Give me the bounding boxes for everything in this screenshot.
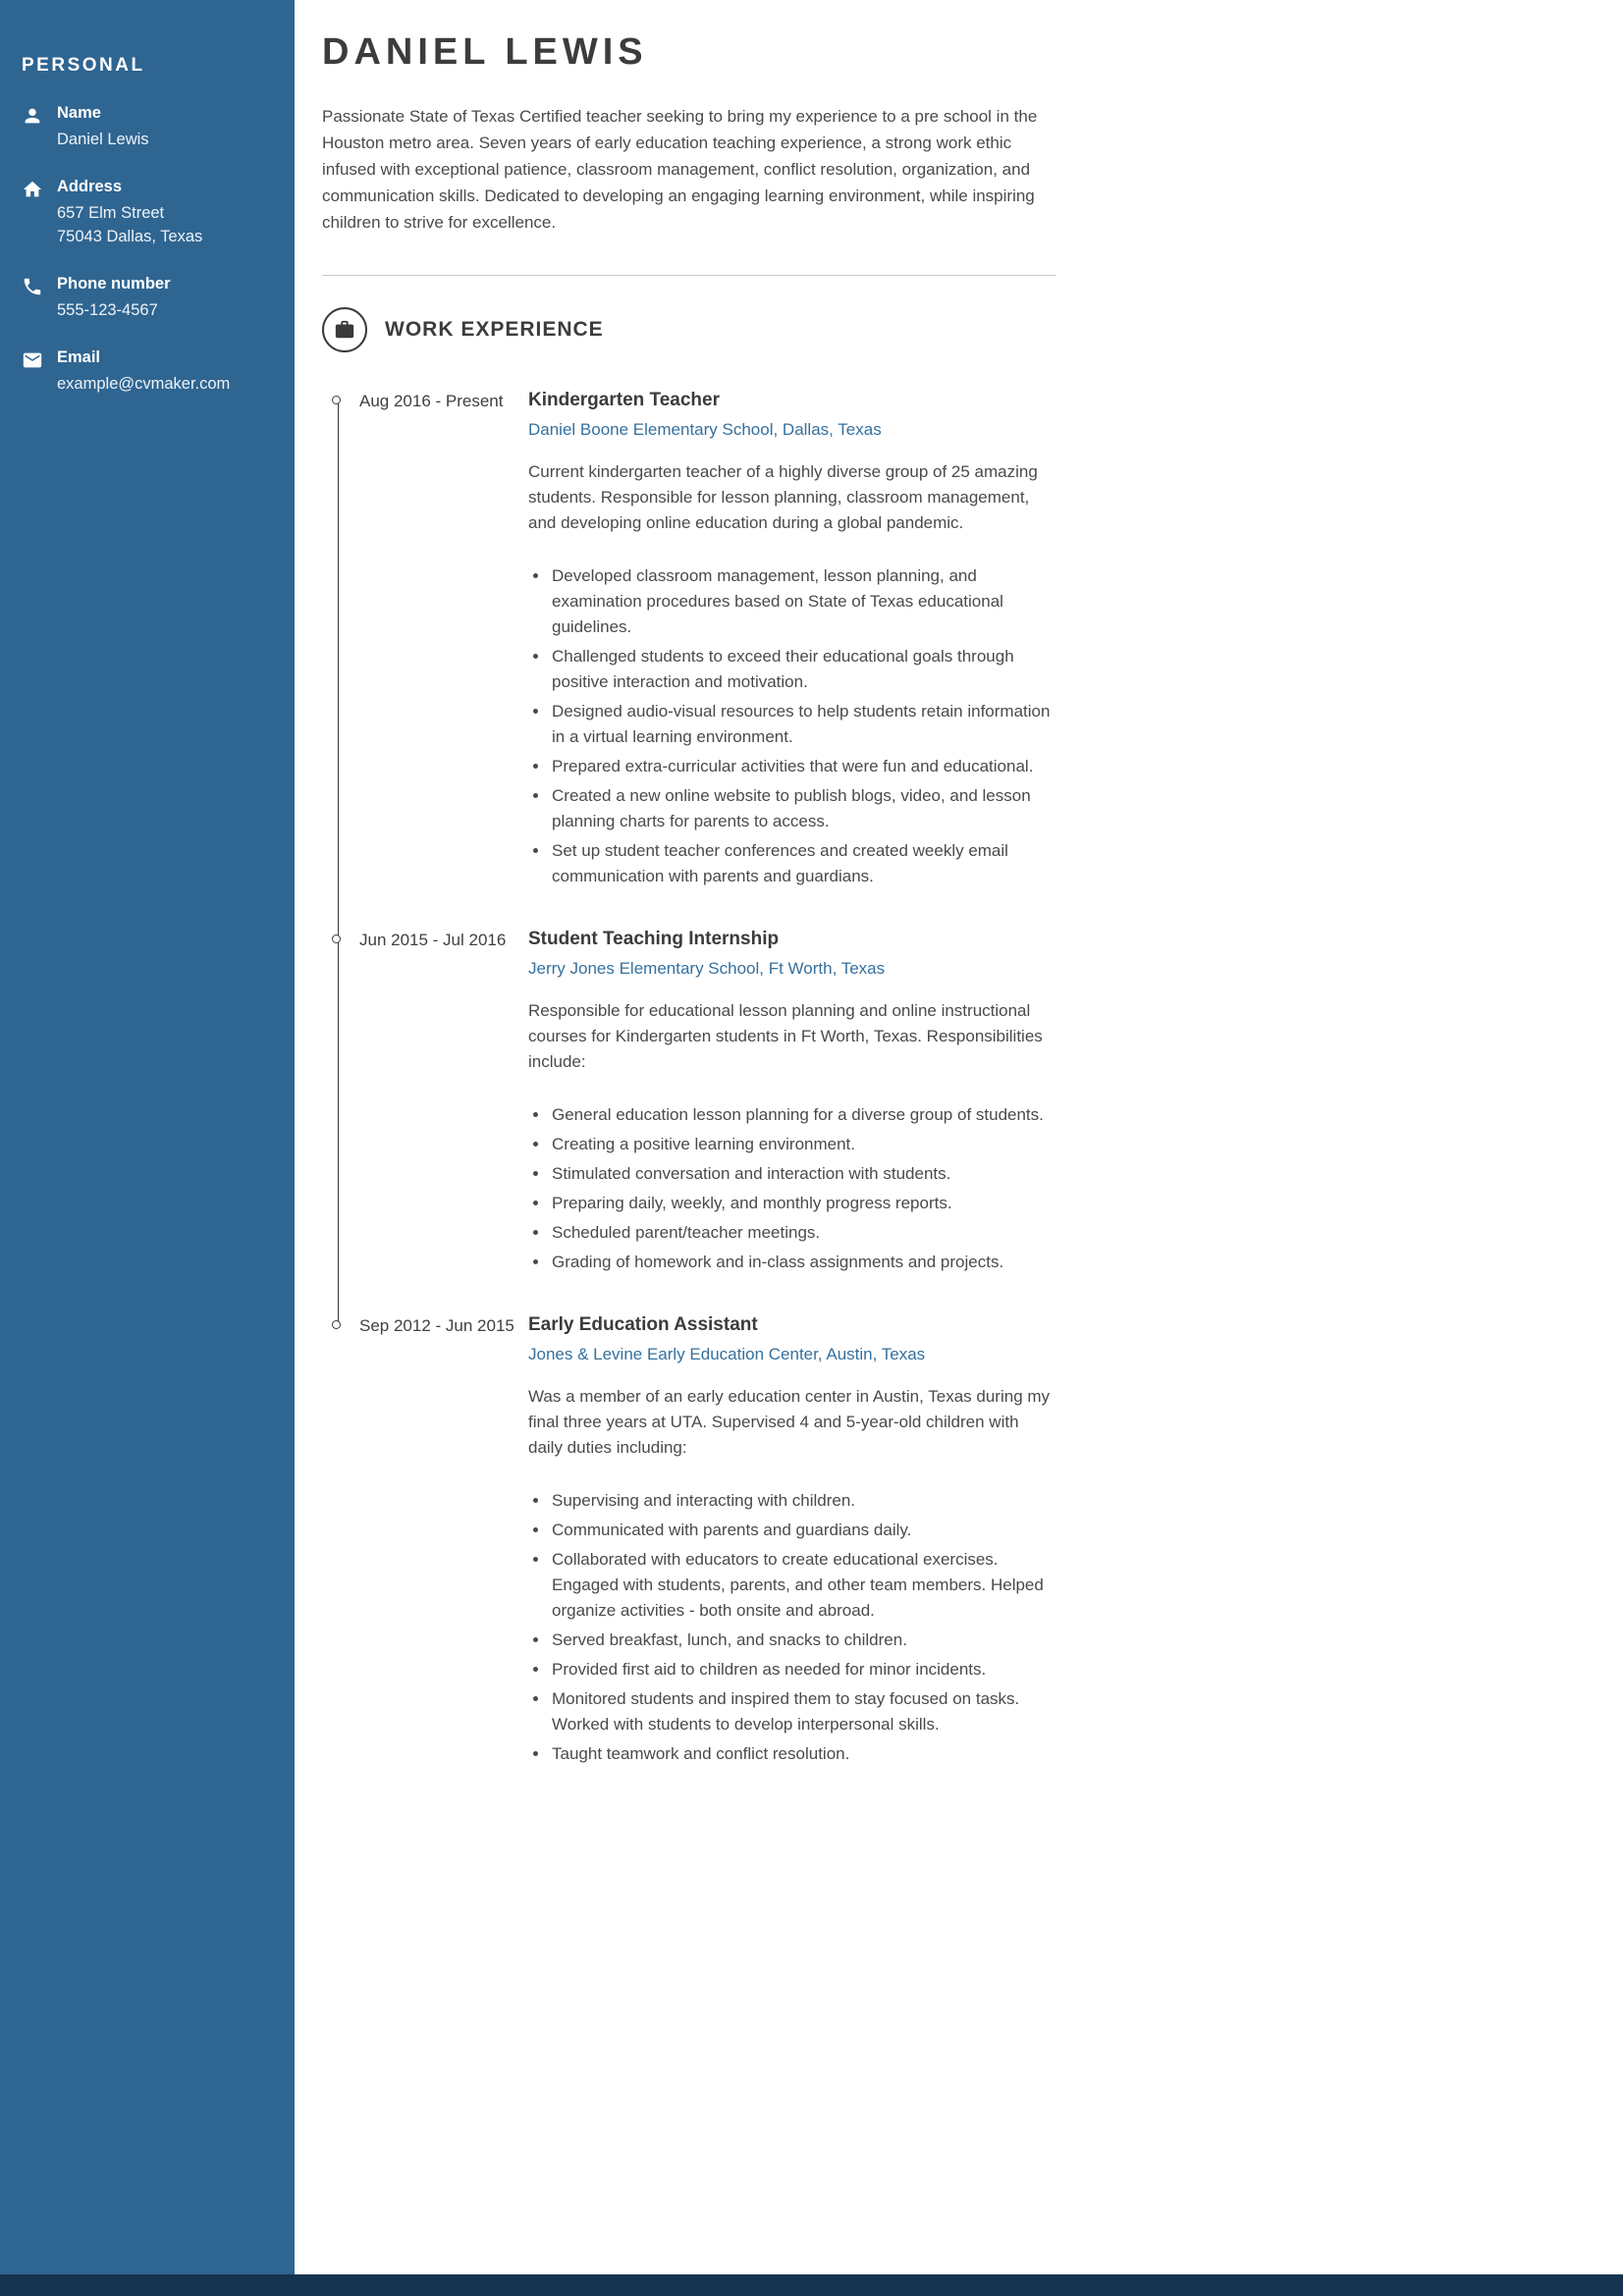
job-bullet: • Prepared extra-curricular activities that were fun and educational. [550,754,1056,779]
job-bullet: • Created a new online website to publish blogs, video, and lesson planning charts for parents to access. [550,783,1056,834]
job-dates: Sep 2012 - Jun 2015 [359,1316,514,1335]
job-bullet: • Stimulated conversation and interaction with students. [550,1161,1056,1187]
job-title: Early Education Assistant [528,1314,758,1335]
job-bullet: • Taught teamwork and conflict resolution. [550,1741,1056,1767]
resume-main [295,0,1623,2296]
email-icon [22,349,43,371]
job-title: Student Teaching Internship [528,929,780,949]
person-icon [22,105,43,127]
phone-icon [22,276,43,297]
job-bullet: • General education lesson planning for a diverse group of students. [550,1102,1056,1128]
job-entry [322,1314,1056,1771]
job-bullet: • Supervising and interacting with children. [550,1488,1056,1514]
job-entry [322,390,1056,893]
timeline-marker [332,1320,341,1329]
job-bullet: • Challenged students to exceed their educational goals through positive interaction and motivation. [550,644,1056,695]
job-summary: Current kindergarten teacher of a highly diverse group of 25 amazing students. Responsible for lesson planning, classroom management, and developing online education during a global pandemic. [528,462,1038,532]
section-divider [322,275,1056,276]
work-experience-list [322,390,1056,1771]
field-label-address: Address [57,177,123,195]
field-label-email: Email [57,347,101,366]
job-entry [322,929,1056,1279]
job-bullet: • Communicated with parents and guardians daily. [550,1518,1056,1543]
job-bullet: • Creating a positive learning environment. [550,1132,1056,1157]
job-bullets [528,563,1056,889]
sidebar-item-address [22,178,275,249]
home-icon [22,179,43,200]
job-bullet: • Provided first aid to children as needed for minor incidents. [550,1657,1056,1682]
field-value-address-line1: 657 Elm Street [57,203,165,222]
timeline-rail [322,390,359,893]
job-bullet: • Scheduled parent/teacher meetings. [550,1220,1056,1246]
page-bottom-bar [0,2274,1623,2296]
job-bullet: • Collaborated with educators to create educational exercises. Engaged with students, parents, and other team members. Helped organize activities - both onsite and abroad. [550,1547,1056,1624]
job-summary: Responsible for educational lesson planning and online instructional courses for Kindergarten students in Ft Worth, Texas. Responsibilities include: [528,1001,1043,1071]
personal-sidebar [0,0,295,2296]
job-dates: Jun 2015 - Jul 2016 [359,931,507,949]
timeline-marker [332,396,341,404]
briefcase-icon [322,307,367,352]
sidebar-title: PERSONAL [22,55,145,76]
page-title: DANIEL LEWIS [322,31,648,73]
job-bullet: • Served breakfast, lunch, and snacks to children. [550,1628,1056,1653]
job-employer: Jerry Jones Elementary School, Ft Worth, Texas [528,959,886,978]
profile-summary: Passionate State of Texas Certified teacher seeking to bring my experience to a pre school in the Houston metro area. Seven years of early education teaching experience, a strong work ethic infused with exceptional patience, classroom management, conflict resolution, organization, and communication skills. Dedicated to developing an engaging learning environment, while inspiring children to strive for excellence. [322,107,1038,232]
job-bullet: • Grading of homework and in-class assignments and projects. [550,1250,1056,1275]
job-bullet: • Monitored students and inspired them to stay focused on tasks. Worked with students to develop interpersonal skills. [550,1686,1056,1737]
job-dates: Aug 2016 - Present [359,392,504,410]
job-bullets [528,1488,1056,1767]
job-title: Kindergarten Teacher [528,390,720,410]
timeline-rail [322,1314,359,1771]
sidebar-item-phone [22,275,275,323]
field-label-phone: Phone number [57,274,171,293]
work-experience-header [322,307,1056,352]
job-bullets [528,1102,1056,1275]
field-value-address-line2: 75043 Dallas, Texas [57,227,203,245]
job-bullet: • Set up student teacher conferences and created weekly email communication with parents and guardians. [550,838,1056,889]
field-value-email: example@cvmaker.com [57,374,231,393]
job-bullet: • Developed classroom management, lesson planning, and examination procedures based on State of Texas educational guidelines. [550,563,1056,640]
job-bullet: • Designed audio-visual resources to help students retain information in a virtual learning environment. [550,699,1056,750]
timeline-rail [322,929,359,1279]
timeline-marker [332,934,341,943]
sidebar-item-name [22,104,275,152]
job-summary: Was a member of an early education center in Austin, Texas during my final three years at UTA. Supervised 4 and 5-year-old children with daily duties including: [528,1387,1051,1457]
section-title: WORK EXPERIENCE [385,318,604,341]
field-value-name: Daniel Lewis [57,131,149,148]
job-bullet: • Preparing daily, weekly, and monthly progress reports. [550,1191,1056,1216]
job-employer: Daniel Boone Elementary School, Dallas, Texas [528,420,882,439]
field-label-name: Name [57,104,101,122]
job-employer: Jones & Levine Early Education Center, Austin, Texas [528,1345,926,1363]
sidebar-item-email [22,348,275,397]
field-value-phone: 555-123-4567 [57,300,158,319]
